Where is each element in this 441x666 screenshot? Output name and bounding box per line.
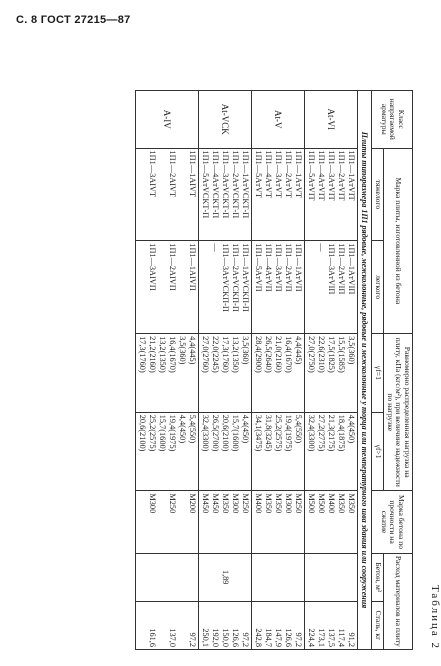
cell-line: 15,5(1585): [336, 336, 346, 373]
cell-line: 21,3(2175): [326, 414, 336, 452]
cell-line: 137,0: [167, 628, 177, 647]
cell-line: [157, 151, 167, 239]
concrete-cell: [135, 553, 198, 601]
cell-line: 1П1—4AтVCKТ-П: [210, 150, 220, 219]
cell-line: 192,0: [210, 628, 220, 647]
concrete-cell: [251, 553, 304, 601]
cell-line: 97,2: [240, 632, 250, 647]
cell-line: 21,2(2160): [147, 336, 157, 373]
col-load-group: Равномерно распределенная нагрузка на плиту, кПа (кгс/м²), при величине надежности по нагрузке: [383, 334, 412, 491]
cell-line: 15,7(1600): [230, 414, 240, 452]
class-cell: A-IV: [135, 91, 198, 149]
cell-line: 1П1—2AтVCKП-П: [230, 243, 240, 312]
steel-cell: [135, 601, 198, 649]
cell-line: [137, 151, 147, 239]
concrete-cell: [304, 553, 357, 601]
cell-line: 1П1—5AтVCKТ-П: [200, 150, 210, 219]
gamma2-cell: [304, 412, 357, 491]
cell-line: М300: [230, 493, 240, 514]
cell-line: [177, 243, 187, 331]
cell-line: 1П1—5AтVТ: [253, 150, 263, 198]
cell-line: 5,4(550): [293, 414, 303, 444]
cell-line: [177, 151, 187, 239]
concrete-mark-cell: [304, 491, 357, 553]
light-cell: [251, 241, 304, 334]
cell-line: 1П1—2AтVТ: [283, 150, 293, 198]
cell-line: М300: [147, 493, 157, 514]
cell-line: 25,2(2575): [147, 414, 157, 452]
col-concrete: Бетон, м³: [372, 553, 384, 601]
col-mark-group: Марка плиты, изготовленной из бетона: [383, 148, 412, 334]
cell-line: М500: [306, 493, 316, 514]
cell-line: 1П1—3AтVТ: [273, 150, 283, 198]
heavy-cell: [251, 148, 304, 241]
cell-line: 28,4(2900): [253, 336, 263, 373]
cell-line: 1П1—2AтVIП: [336, 243, 346, 295]
cell-line: —: [210, 243, 220, 252]
cell-line: М400: [253, 493, 263, 514]
cell-line: 27,2(2775): [316, 414, 326, 452]
cell-line: 1П1—2AIVП: [167, 243, 177, 291]
light-cell: [198, 241, 251, 334]
cell-line: [157, 243, 167, 331]
cell-line: [137, 243, 147, 331]
cell-line: 4,4(445): [293, 336, 303, 365]
cell-line: 1П1—3AIVП: [147, 243, 157, 291]
cell-line: 34,1(3475): [253, 414, 263, 452]
data-table: [135, 90, 413, 650]
cell-line: 3,5(360): [177, 336, 187, 365]
page-header: С. 8 ГОСТ 27215—87: [16, 14, 131, 26]
table-subheader: Плиты типоразмера 1П1 рядовые, межколонные, рядовые и межколонные у торца или температурного шва здания или сооружения: [357, 91, 371, 650]
cell-line: 91,2: [346, 632, 356, 647]
cell-line: 150,0: [220, 628, 230, 647]
cell-line: 1П1—1AтVIП: [346, 243, 356, 295]
cell-line: 25,2(2575): [273, 414, 283, 452]
class-cell: At-VCK: [198, 91, 251, 149]
cell-line: 242,8: [253, 628, 263, 647]
cell-line: 19,4(1975): [167, 414, 177, 452]
cell-line: 1П1—1AтVCKП-П: [240, 243, 250, 312]
cell-line: 1П1—4AтVП: [263, 243, 273, 292]
col-gamma2: γf>1: [372, 412, 384, 491]
cell-line: 1П1—4AтVIТ: [316, 150, 326, 201]
gamma1-cell: [198, 334, 251, 413]
cell-line: 147,9: [273, 628, 283, 647]
cell-line: М300: [283, 493, 293, 514]
gamma2-cell: [198, 412, 251, 491]
col-gamma1: γf=1: [372, 334, 384, 413]
cell-line: [177, 604, 187, 647]
cell-line: 3,5(360): [346, 336, 356, 365]
steel-cell: [251, 601, 304, 649]
cell-line: 1П1—4AтVТ: [263, 150, 273, 198]
col-heavy: тяжелого: [372, 148, 384, 241]
cell-line: М250: [240, 493, 250, 514]
cell-line: 97,2: [293, 632, 303, 647]
cell-line: 97,2: [187, 632, 197, 647]
col-steel: Сталь, кг: [372, 601, 384, 649]
cell-line: [157, 604, 167, 647]
cell-line: 1П1—3AтVCKП-П: [220, 243, 230, 312]
cell-line: 27,0(2760): [200, 336, 210, 373]
cell-line: [137, 493, 147, 550]
cell-line: М250: [167, 493, 177, 514]
col-concrete-mark: Марка бетона по прочности на сжатие: [372, 491, 413, 553]
cell-line: 1П1—1AIVТ: [187, 150, 197, 198]
cell-line: М350: [220, 493, 230, 514]
cell-line: 1П1—2AтVCKТ-П: [230, 150, 240, 219]
col-class: Класс напрягаемой арматуры: [372, 91, 413, 149]
cell-line: [157, 493, 167, 550]
cell-line: 5,4(550): [187, 414, 197, 444]
cell-line: 16,4(1670): [283, 336, 293, 373]
cell-line: [306, 243, 316, 331]
table-caption: Таблица 2: [429, 584, 441, 650]
concrete-mark-cell: [251, 491, 304, 553]
col-light: легкого: [372, 241, 384, 334]
cell-line: 1П1—3AтVIП: [326, 243, 336, 295]
table-row: [198, 91, 251, 650]
cell-line: 3,5(360): [240, 336, 250, 365]
cell-line: 26,5(2700): [210, 414, 220, 452]
cell-line: 1П1—1AIVП: [187, 243, 197, 291]
cell-line: 1П1—5AтVIТ: [306, 150, 316, 201]
cell-line: 1П1—3AтVП: [273, 243, 283, 292]
cell-line: 1П1—2AтVIТ: [336, 150, 346, 201]
cell-line: 1П1—3AтVIТ: [326, 150, 336, 201]
light-cell: [135, 241, 198, 334]
gamma2-cell: [135, 412, 198, 491]
cell-line: М400: [326, 493, 336, 514]
cell-line: 31,8(3245): [263, 414, 273, 452]
cell-line: 1П1—1AтVТ: [293, 150, 303, 198]
cell-line: 126,6: [283, 628, 293, 647]
cell-line: 4,4(450): [240, 414, 250, 444]
cell-line: М350: [346, 493, 356, 514]
cell-line: 250,1: [200, 628, 210, 647]
class-cell: At-VI: [304, 91, 357, 149]
cell-line: 1П1—1AтVCKТ-П: [240, 150, 250, 219]
light-cell: [304, 241, 357, 334]
heavy-cell: [135, 148, 198, 241]
cell-line: 22,0(2245): [210, 336, 220, 373]
heavy-cell: [304, 148, 357, 241]
cell-line: 26,5(2640): [263, 336, 273, 373]
col-consumption: Расход материалов на плиту: [383, 553, 412, 649]
concrete-mark-cell: [198, 491, 251, 553]
cell-line: 13,2(1350): [230, 336, 240, 373]
cell-line: 1П1—3AIVТ: [147, 150, 157, 198]
concrete-mark-cell: [135, 491, 198, 553]
cell-line: 126,6: [230, 628, 240, 647]
cell-line: —: [316, 243, 326, 252]
rotated-table-frame: [33, 90, 441, 650]
cell-line: 20,6(2100): [137, 414, 147, 452]
cell-line: 4,4(450): [177, 414, 187, 444]
cell-line: 1П1—2AIVТ: [167, 150, 177, 198]
cell-line: 22,6(2310): [316, 336, 326, 373]
cell-line: М350: [273, 493, 283, 514]
cell-line: М350: [263, 493, 273, 514]
table-row: [304, 91, 357, 650]
cell-line: М200: [187, 493, 197, 514]
cell-line: 32,4(3300): [200, 414, 210, 452]
cell-line: 4,4(450): [346, 414, 356, 444]
cell-line: [137, 604, 147, 647]
cell-line: 18,4(1875): [336, 414, 346, 452]
cell-line: 161,6: [147, 628, 157, 647]
cell-line: 17,5(1825): [326, 336, 336, 373]
cell-line: 1П1—5AтVП: [253, 243, 263, 292]
cell-line: М350: [336, 493, 346, 514]
cell-line: 16,4(1670): [167, 336, 177, 373]
heavy-cell: [198, 148, 251, 241]
cell-line: 117,4: [336, 628, 346, 647]
cell-line: 184,7: [263, 628, 273, 647]
cell-line: 224,4: [306, 628, 316, 647]
cell-line: 17,3(1760): [220, 336, 230, 373]
cell-line: 15,7(1600): [157, 414, 167, 452]
cell-line: М500: [316, 493, 326, 514]
steel-cell: [304, 601, 357, 649]
cell-line: 20,6(2100): [220, 414, 230, 452]
cell-line: 1П1—2AтVП: [283, 243, 293, 292]
table-row: [251, 91, 304, 650]
gamma2-cell: [251, 412, 304, 491]
cell-line: 1П1—3AтVCKТ-П: [220, 150, 230, 219]
cell-line: 1П1—1AтVП: [293, 243, 303, 292]
cell-line: 21,0(2160): [273, 336, 283, 373]
cell-line: 173,1: [316, 628, 326, 647]
cell-line: 17,3(1760): [137, 336, 147, 373]
cell-line: [200, 243, 210, 331]
cell-line: 4,4(445): [187, 336, 197, 365]
class-cell: At-V: [251, 91, 304, 149]
cell-line: 137,5: [326, 628, 336, 647]
cell-line: М450: [200, 493, 210, 514]
gamma1-cell: [251, 334, 304, 413]
cell-line: 13,2(1350): [157, 336, 167, 373]
table-row: [135, 91, 198, 650]
steel-cell: [198, 601, 251, 649]
cell-line: М250: [293, 493, 303, 514]
gamma1-cell: [135, 334, 198, 413]
cell-line: [177, 493, 187, 550]
cell-line: 27,0(2750): [306, 336, 316, 373]
cell-line: 19,4(1975): [283, 414, 293, 452]
cell-line: 32,4(3300): [306, 414, 316, 452]
gamma1-cell: [304, 334, 357, 413]
cell-line: 1П1—1AтVIТ: [346, 150, 356, 201]
concrete-cell: 1,89: [198, 553, 251, 601]
cell-line: М450: [210, 493, 220, 514]
